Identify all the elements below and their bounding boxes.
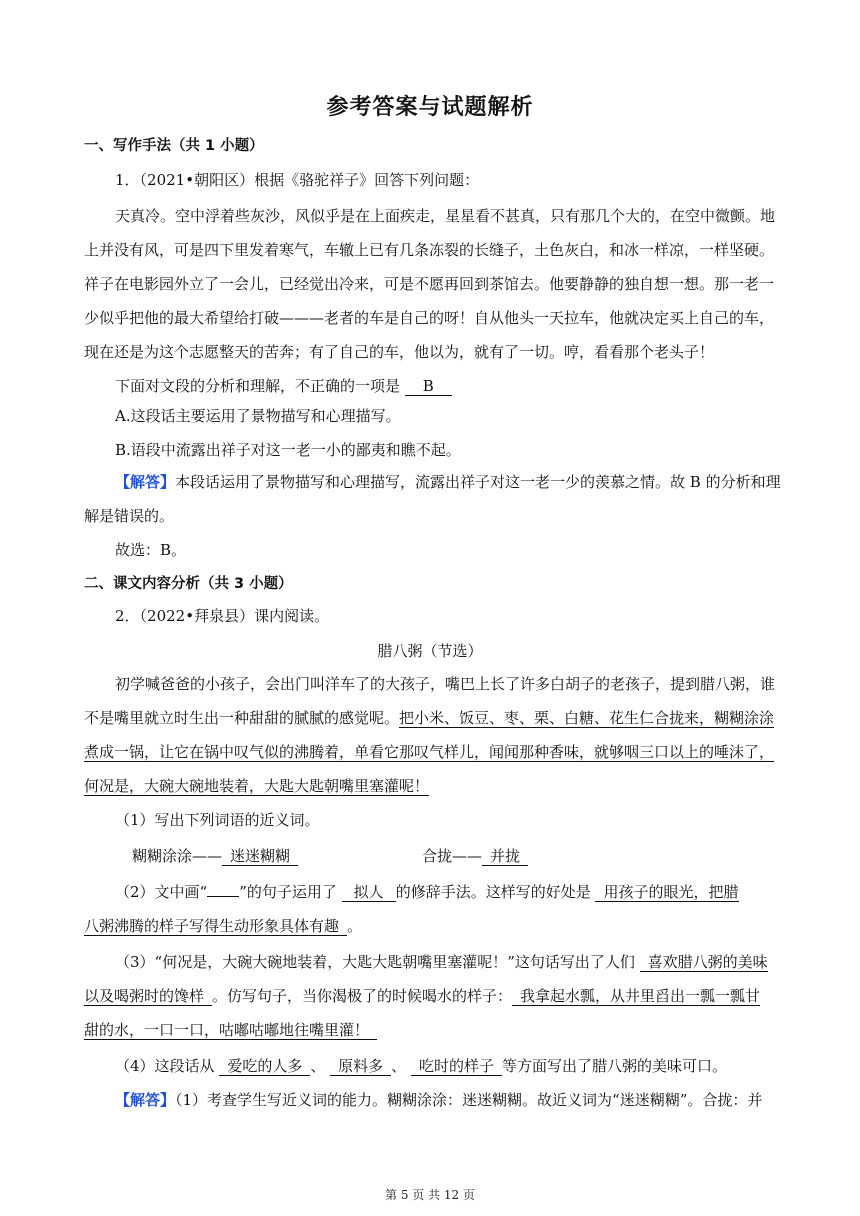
synonym-answer: 并拢 [482, 847, 528, 866]
answer-blank: 以及喝粥时的馋样 [84, 987, 212, 1006]
answer-blank: 爱吃的人多 [219, 1057, 310, 1076]
section-heading-1: 一、写作手法（共 1 小题） [84, 138, 264, 154]
text: 。仿写句子，当你渴极了的时候喝水的样子： [212, 987, 513, 1005]
synonym-answer: 迷迷糊糊 [222, 847, 298, 866]
answer-blank: 原料多 [330, 1057, 391, 1076]
passage-line: 天真冷。空中浮着些灰沙，风似乎是在上面疾走，星星看不甚真，只有那几个大的，在空中微颤。地 [115, 207, 776, 225]
passage-text: 不是嘴里就立时生出一种甜甜的腻腻的感觉呢。 [84, 709, 400, 727]
question-1-header: 1．（2021•朝阳区）根据《骆驼祥子》回答下列问题： [115, 171, 480, 189]
sub-question-2-cont [84, 916, 362, 936]
section-heading-2: 二、课文内容分析（共 3 小题） [84, 576, 293, 592]
passage-line [84, 708, 774, 728]
text: 。 [347, 917, 363, 935]
answer-blank: 喜欢腊八粥的美味 [640, 953, 768, 972]
sub-question-4 [115, 1056, 727, 1076]
answer-blank: 甜的水，一口一口，咕嘟咕嘟地往嘴里灌！ [84, 1021, 377, 1040]
sub-question-3-cont [84, 986, 760, 1006]
solution-line [115, 472, 781, 492]
text: 等方面写出了腊八粥的美味可口。 [501, 1057, 727, 1075]
page-title: 参考答案与试题解析 [326, 95, 534, 120]
answer-blank: B [405, 377, 452, 396]
text: 、 [310, 1057, 326, 1075]
answer-blank: 拟人 [342, 883, 396, 902]
question-1-prompt [115, 376, 452, 396]
passage-title: 腊八粥（节选） [377, 642, 483, 660]
option-b: B.语段中流露出祥子对这一老一小的鄙夷和瞧不起。 [115, 441, 461, 459]
text: 的修辞手法。这样写的好处是 [395, 883, 591, 901]
text: 、 [391, 1057, 407, 1075]
answer-blank: 八粥沸腾的样子写得生动形象具体有趣 [84, 917, 347, 936]
solution-line [115, 1090, 762, 1110]
passage-line: 祥子在电影园外立了一会儿，已经觉出冷来，可是不愿再回到茶馆去。他要静静的独自想一想。那一老一 [84, 275, 775, 293]
choice-line: 故选：B。 [115, 541, 187, 559]
passage-line: 现在还是为这个志愿整天的苦奔；有了自己的车，他以为，就有了一切。哼，看看那个老头子！ [84, 343, 715, 361]
synonym-2 [422, 846, 528, 866]
passage-line: 初学喊爸爸的小孩子，会出门叫洋车了的大孩子，嘴巴上长了许多白胡子的老孩子，提到腊八粥，谁 [115, 675, 776, 693]
underline-mark [207, 896, 239, 897]
solution-line: 解是错误的。 [84, 507, 175, 525]
text: （3）“何况是，大碗大碗地装着，大匙大匙朝嘴里塞灌呢！”这句话写出了人们 [115, 953, 635, 971]
page-footer: 第 5 页 共 12 页 [385, 1188, 475, 1202]
text: （4）这段话从 [115, 1057, 215, 1075]
underlined-line: 煮成一锅，让它在锅中叹气似的沸腾着，单看它那叹气样儿，闻闻那种香味，就够咽三口以上的唾沫了， [84, 743, 775, 761]
answer-blank: 我拿起水瓢，从井里舀出一瓢一瓢甘 [512, 987, 760, 1006]
answer-blank: 吃时的样子 [411, 1057, 502, 1076]
underlined-line: 何况是，大碗大碗地装着，大匙大匙朝嘴里塞灌呢！ [84, 777, 430, 795]
solution-tag: 【解答】 [115, 1091, 176, 1109]
passage-line: 少似乎把他的最大希望给打破———老者的车是自己的呀！自从他头一天拉车，他就决定买上自己的车， [84, 309, 775, 327]
question-2-header: 2．（2022•拜泉县）课内阅读。 [115, 607, 330, 625]
text: ”的句子运用了 [239, 883, 337, 901]
synonym-word: 合拢—— [422, 847, 483, 865]
solution-text: （1）考查学生写近义词的能力。糊糊涂涂：迷迷糊糊。故近义词为“迷迷糊糊”。合拢：并 [175, 1091, 763, 1109]
synonym-1 [132, 846, 298, 866]
sub-question-3-cont [84, 1020, 377, 1040]
answer-blank: 用孩子的眼光，把腊 [595, 883, 738, 902]
sub-question-1: （1）写出下列词语的近义词。 [115, 811, 320, 829]
passage-line: 上并没有风，可是四下里发着寒气，车辙上已有几条冻裂的长缝子，土色灰白，和冰一样凉，一样坚硬。 [84, 241, 775, 259]
option-a: A.这段话主要运用了景物描写和心理描写。 [115, 407, 401, 425]
solution-text: 本段话运用了景物描写和心理描写，流露出祥子对这一老一少的羡慕之情。故 B 的分析和理 [175, 473, 781, 491]
question-text: 下面对文段的分析和理解，不正确的一项是 [115, 377, 401, 395]
sub-question-3 [115, 952, 768, 972]
synonym-word: 糊糊涂涂—— [132, 847, 223, 865]
text: （2）文中画“ [115, 883, 208, 901]
sub-question-2 [115, 882, 739, 902]
underlined-text: 把小米、饭豆、枣、栗、白糖、花生仁合拢来，糊糊涂涂 [399, 709, 775, 727]
solution-tag: 【解答】 [115, 473, 176, 491]
